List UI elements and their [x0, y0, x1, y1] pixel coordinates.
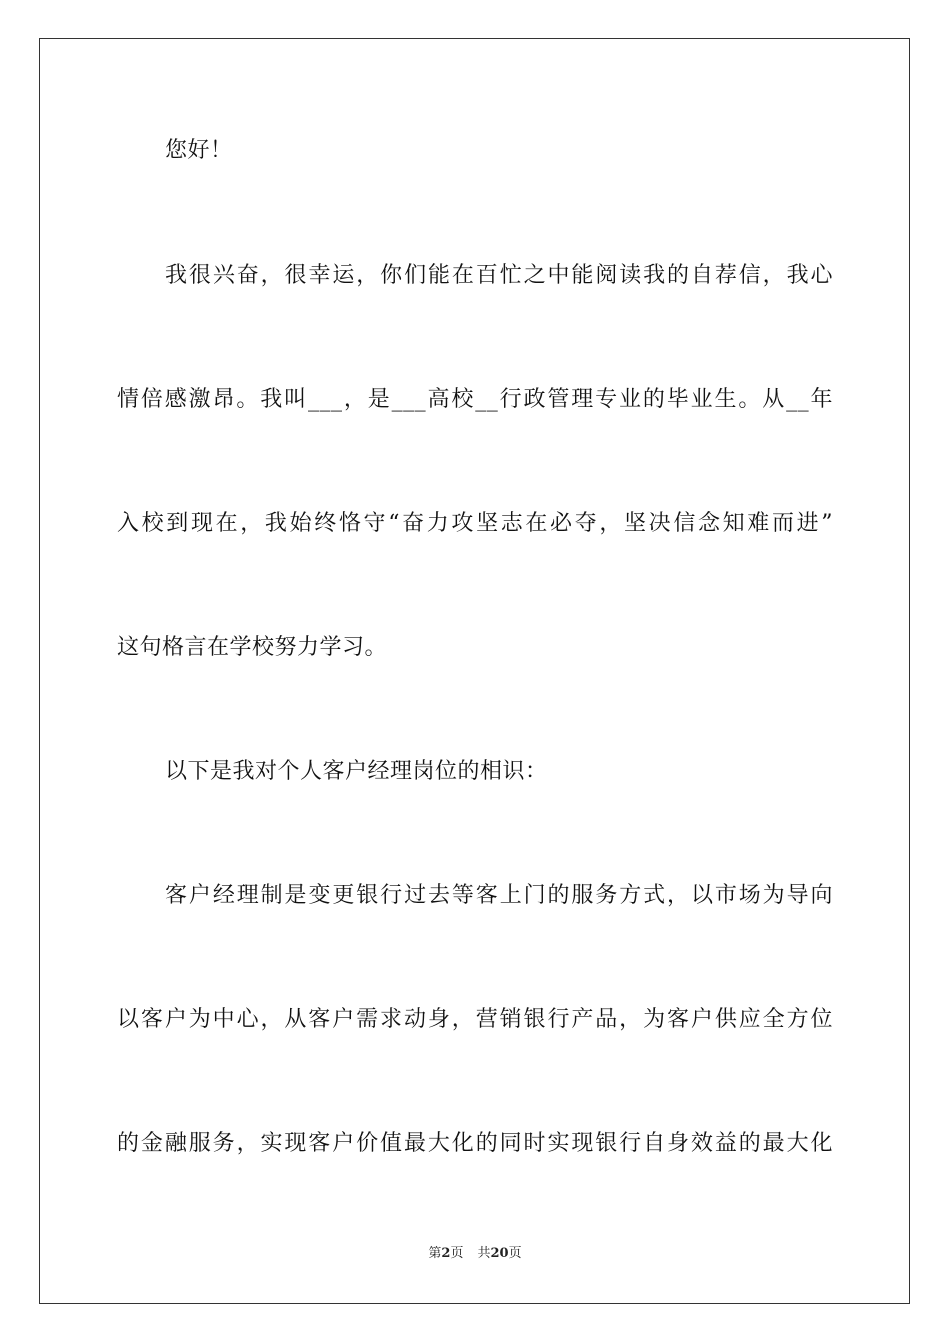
paragraph-line-1: 我很兴奋，很幸运，你们能在百忙之中能阅读我的自荐信，我心	[165, 263, 833, 288]
page-footer	[0, 1245, 950, 1263]
paragraph-line-8: 的金融服务，实现客户价值最大化的同时实现银行自身效益的最大化	[117, 1131, 833, 1156]
footer-page-prefix: 第	[428, 1246, 442, 1261]
footer-total-number: 20	[490, 1246, 509, 1261]
paragraph-line-2: 情倍感激昂。我叫___，是___高校__行政管理专业的毕业生。从__年	[117, 387, 833, 412]
paragraph-line-4: 这句格言在学校努力学习。	[117, 635, 388, 660]
paragraph-line-5: 以下是我对个人客户经理岗位的相识：	[165, 759, 548, 784]
footer-total-prefix: 共	[477, 1246, 491, 1261]
paragraph-line-7: 以客户为中心，从客户需求动身，营销银行产品，为客户供应全方位	[117, 1007, 833, 1032]
paragraph-line-3: 入校到现在，我始终恪守“奋力攻坚志在必夺，坚决信念知难而进”	[117, 511, 833, 536]
paragraph-line-6: 客户经理制是变更银行过去等客上门的服务方式，以市场为导向	[165, 883, 833, 908]
footer-page-suffix: 页	[450, 1246, 464, 1261]
footer-total-suffix: 页	[508, 1246, 522, 1261]
page-border	[39, 38, 910, 1304]
greeting-line: 您好！	[165, 138, 233, 163]
footer-page-number: 2	[441, 1246, 451, 1261]
